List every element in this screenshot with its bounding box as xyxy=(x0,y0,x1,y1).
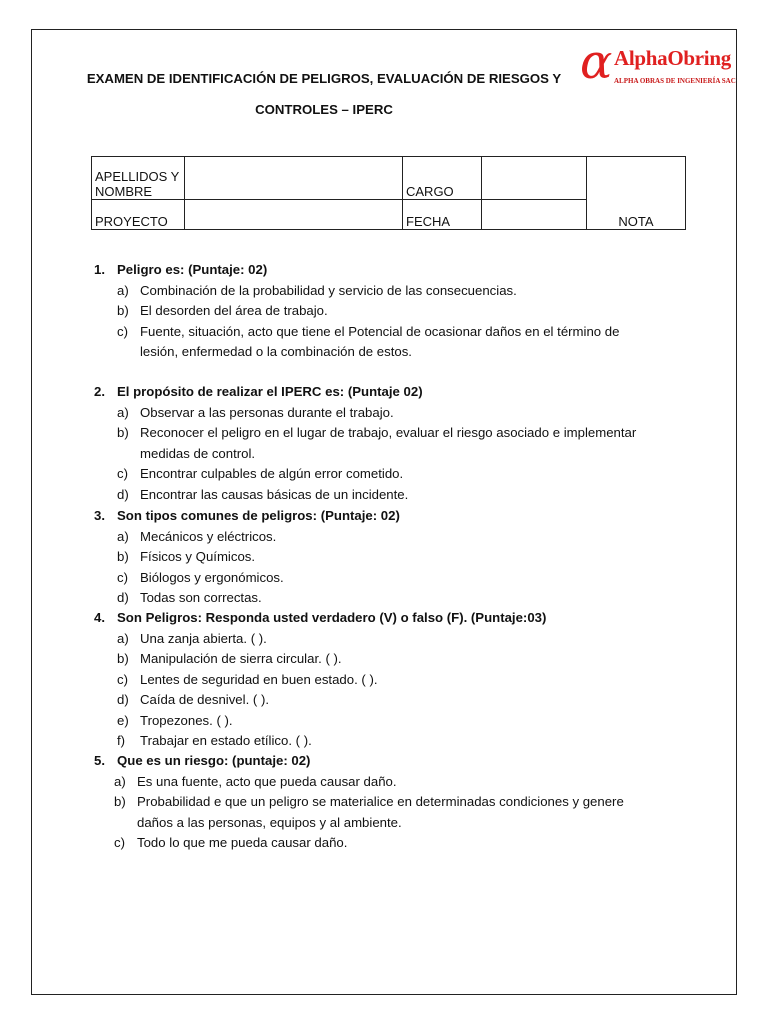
option-text: Combinación de la probabilidad y servicio de las consecuencias. xyxy=(140,282,517,298)
option-letter: c) xyxy=(117,323,128,339)
option-text: Probabilidad e que un peligro se materialice en determinadas condiciones y genere xyxy=(137,794,624,809)
logo-brand-name: AlphaObring xyxy=(614,46,731,70)
question-number: 3. xyxy=(94,508,105,523)
alpha-logo-icon: α xyxy=(580,34,613,90)
option-letter: b) xyxy=(117,651,129,666)
option-letter: b) xyxy=(114,794,126,809)
option-text: Reconocer el peligro en el lugar de trabajo, evaluar el riesgo asociado e implementar xyxy=(140,425,637,440)
option-text: Todas son correctas. xyxy=(140,590,262,605)
question-number: 2. xyxy=(94,384,105,399)
option-letter: d) xyxy=(117,692,129,707)
proyecto-label: PROYECTO xyxy=(92,200,185,230)
option-text: Encontrar culpables de algún error cometido. xyxy=(140,466,404,481)
option-text: Físicos y Químicos. xyxy=(140,549,256,564)
option-letter: b) xyxy=(117,303,129,318)
question-number: 4. xyxy=(94,610,105,625)
fecha-label: FECHA xyxy=(403,200,482,230)
option-text: Trabajar en estado etílico. ( ). xyxy=(140,733,312,748)
option-text: Mecánicos y eléctricos. xyxy=(140,528,277,544)
question-number: 1. xyxy=(94,262,105,277)
option-letter: a) xyxy=(117,528,129,544)
option-text: Todo lo que me pueda causar daño. xyxy=(137,835,348,850)
question-text: Que es un riesgo: (puntaje: 02) xyxy=(117,753,311,768)
option-letter: a) xyxy=(117,630,129,646)
exam-title-line1: EXAMEN DE IDENTIFICACIÓN DE PELIGROS, EVALUACIÓN DE RIESGOS Y xyxy=(86,71,562,86)
option-letter: c) xyxy=(117,466,128,481)
proyecto-field[interactable] xyxy=(185,200,403,230)
option-letter: c) xyxy=(114,835,125,850)
company-logo xyxy=(580,34,736,92)
option-letter: b) xyxy=(117,549,129,564)
option-text: lesión, enfermedad o la combinación de estos. xyxy=(140,344,412,359)
option-text: Caída de desnivel. ( ). xyxy=(140,692,270,707)
option-letter: d) xyxy=(117,590,129,605)
option-letter: a) xyxy=(117,282,129,298)
option-text: Encontrar las causas básicas de un incidente. xyxy=(140,486,409,502)
cargo-field[interactable] xyxy=(482,157,587,200)
student-info-table xyxy=(91,156,686,230)
question-text: El propósito de realizar el IPERC es: (Puntaje 02) xyxy=(117,384,423,399)
option-text: Es una fuente, acto que pueda causar daño. xyxy=(137,773,397,789)
question-text: Son tipos comunes de peligros: (Puntaje: 02) xyxy=(117,508,400,523)
option-letter: e) xyxy=(117,712,129,728)
option-text: Manipulación de sierra circular. ( ). xyxy=(140,651,342,666)
option-text: El desorden del área de trabajo. xyxy=(140,303,328,318)
option-text: Biólogos y ergonómicos. xyxy=(140,569,284,585)
nota-cell[interactable]: NOTA xyxy=(587,157,686,230)
option-letter: c) xyxy=(117,671,128,687)
exam-title-line2: CONTROLES – IPERC xyxy=(255,102,393,117)
option-letter: d) xyxy=(117,486,129,502)
option-letter: f) xyxy=(117,733,126,748)
option-letter: a) xyxy=(114,773,126,789)
question-number: 5. xyxy=(94,753,105,768)
apellidos-field[interactable] xyxy=(185,157,403,200)
option-letter: a) xyxy=(117,404,129,420)
option-text: Observar a las personas durante el trabajo. xyxy=(140,404,394,420)
cargo-label: CARGO xyxy=(403,157,482,200)
fecha-field[interactable] xyxy=(482,200,587,230)
option-text: Tropezones. ( ). xyxy=(140,712,233,728)
option-letter: c) xyxy=(117,569,128,585)
question-text: Peligro es: (Puntaje: 02) xyxy=(117,262,268,277)
option-letter: b) xyxy=(117,425,129,440)
apellidos-label: APELLIDOS Y NOMBRE xyxy=(92,157,185,200)
question-text: Son Peligros: Responda usted verdadero (V) o falso (F). (Puntaje:03) xyxy=(117,610,547,625)
option-text: medidas de control. xyxy=(140,445,256,461)
option-text: Lentes de seguridad en buen estado. ( ). xyxy=(140,671,378,687)
logo-subtitle: ALPHA OBRAS DE INGENIERÍA SAC xyxy=(614,77,736,85)
option-text: Una zanja abierta. ( ). xyxy=(140,630,267,646)
option-text: daños a las personas, equipos y al ambiente. xyxy=(137,814,402,830)
option-text: Fuente, situación, acto que tiene el Potencial de ocasionar daños en el término de xyxy=(140,323,620,339)
